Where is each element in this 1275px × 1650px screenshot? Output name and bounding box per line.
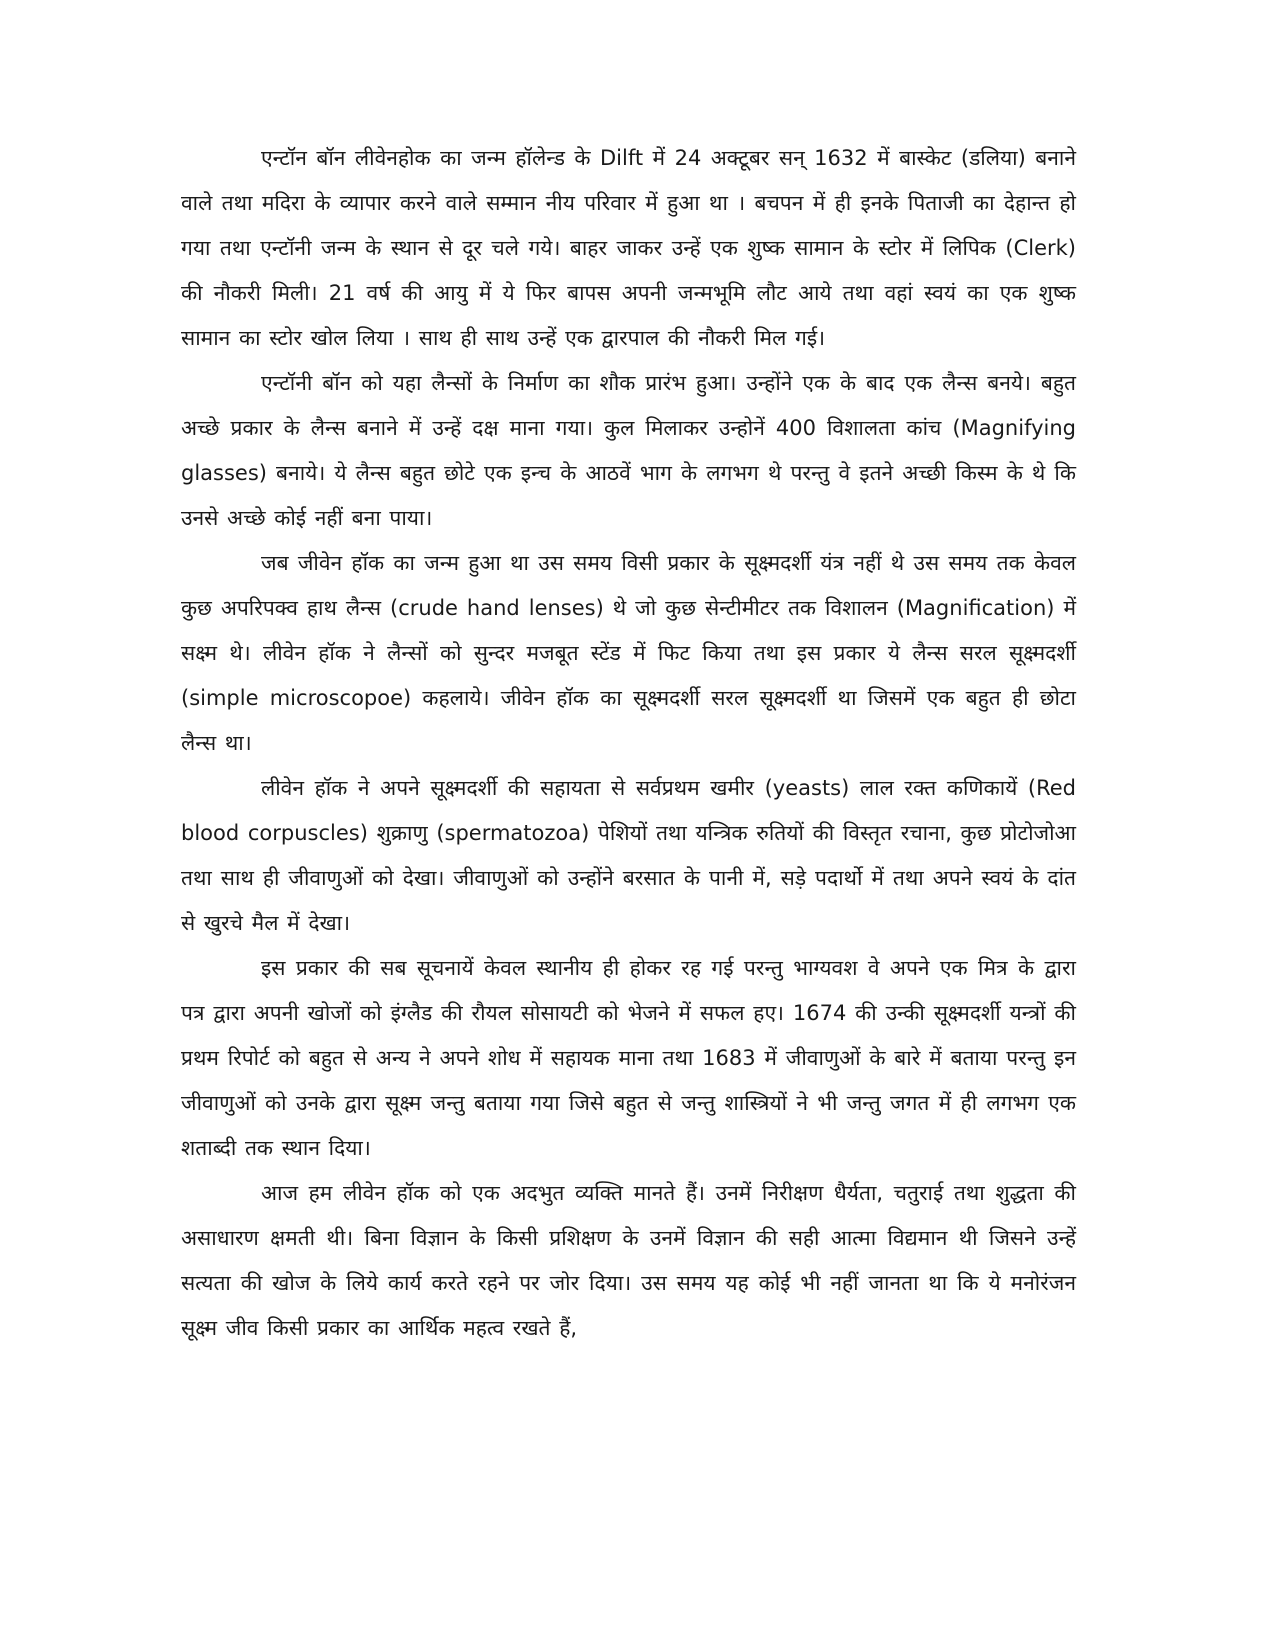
paragraph-observations: लीवेन हॉक ने अपने सूक्ष्मदर्शी की सहायता से सर्वप्रथम खमीर (yeasts) लाल रक्त कणिकायें (Red blood corpuscles) शुक्राणु (spermatozoa) पेशियों तथा यन्त्रिक रुतियों की विस्तृत रचाना, कुछ प्रोटोजोआ तथा साथ ही जीवाणुओं को देखा। जीवाणुओं को उन्होंने बरसात के पानी में, सड़े पदार्थो में तथा अपने स्वयं के दांत से खुरचे मैल में देखा।: [181, 776, 1076, 935]
body-text: [181, 136, 1076, 1351]
paragraph-legacy: आज हम लीवेन हॉक को एक अदभुत व्यक्ति मानते हैं। उनमें निरीक्षण धैर्यता, चतुराई तथा शुद्धता की असाधारण क्षमती थी। बिना विज्ञान के किसी प्रशिक्षण के उनमें विज्ञान की सही आत्मा विद्यमान थी जिसने उन्हें सत्यता की खोज के लिये कार्य करते रहने पर जोर दिया। उस समय यह कोई भी नहीं जानता था कि ये मनोरंजन सूक्ष्म जीव किसी प्रकार का आर्थिक महत्व रखते हैं,: [181, 1181, 1076, 1340]
paragraph-microscope: जब जीवेन हॉक का जन्म हुआ था उस समय विसी प्रकार के सूक्ष्मदर्शी यंत्र नहीं थे उस समय तक केवल कुछ अपरिपक्व हाथ लैन्स (crude hand lenses) थे जो कुछ सेन्टीमीटर तक विशालन (Magnification) में सक्ष्म थे। लीवेन हॉक ने लैन्सों को सुन्दर मजबूत स्टेंड में फिट किया तथा इस प्रकार ये लैन्स सरल सूक्ष्मदर्शी (simple microscopoe) कहलाये। जीवेन हॉक का सूक्ष्मदर्शी सरल सूक्ष्मदर्शी था जिसमें एक बहुत ही छोटा लैन्स था।: [181, 551, 1076, 755]
paragraph-royal-society: इस प्रकार की सब सूचनायें केवल स्थानीय ही होकर रह गई परन्तु भाग्यवश वे अपने एक मित्र के द्वारा पत्र द्वारा अपनी खोजों को इंग्लैड की रौयल सोसायटी को भेजने में सफल हए। 1674 की उन्की सूक्ष्मदर्शी यन्त्रों की प्रथम रिपोर्ट को बहुत से अन्य ने अपने शोध में सहायक माना तथा 1683 में जीवाणुओं के बारे में बताया परन्तु इन जीवाणुओं को उनके द्वारा सूक्ष्म जन्तु बताया गया जिसे बहुत से जन्तु शास्त्रियों ने भी जन्तु जगत में ही लगभग एक शताब्दी तक स्थान दिया।: [181, 956, 1076, 1160]
paragraph-birth: एन्टॉन बॉन लीवेनहोक का जन्म हॉलेन्ड के Dilft में 24 अक्टूबर सन् 1632 में बास्केट (डलिया) बनाने वाले तथा मदिरा के व्यापार करने वाले सम्मान नीय परिवार में हुआ था । बचपन में ही इनके पिताजी का देहान्त हो गया तथा एन्टॉनी जन्म के स्थान से दूर चले गये। बाहर जाकर उन्हें एक शुष्क सामान के स्टोर में लिपिक (Clerk) की नौकरी मिली। 21 वर्ष की आयु में ये फिर बापस अपनी जन्मभूमि लौट आये तथा वहां स्वयं का एक शुष्क सामान का स्टोर खोल लिया । साथ ही साथ उन्हें एक द्वारपाल की नौकरी मिल गई।: [181, 146, 1076, 350]
paragraph-lens-making: एन्टॉनी बॉन को यहा लैन्सों के निर्माण का शौक प्रारंभ हुआ। उन्होंने एक के बाद एक लैन्स बनये। बहुत अच्छे प्रकार के लैन्स बनाने में उन्हें दक्ष माना गया। कुल मिलाकर उन्होनें 400 विशालता कांच (Magnifying glasses) बनाये। ये लैन्स बहुत छोटे एक इन्च के आठवें भाग के लगभग थे परन्तु वे इतने अच्छी किस्म के थे कि उनसे अच्छे कोई नहीं बना पाया।: [181, 371, 1076, 530]
